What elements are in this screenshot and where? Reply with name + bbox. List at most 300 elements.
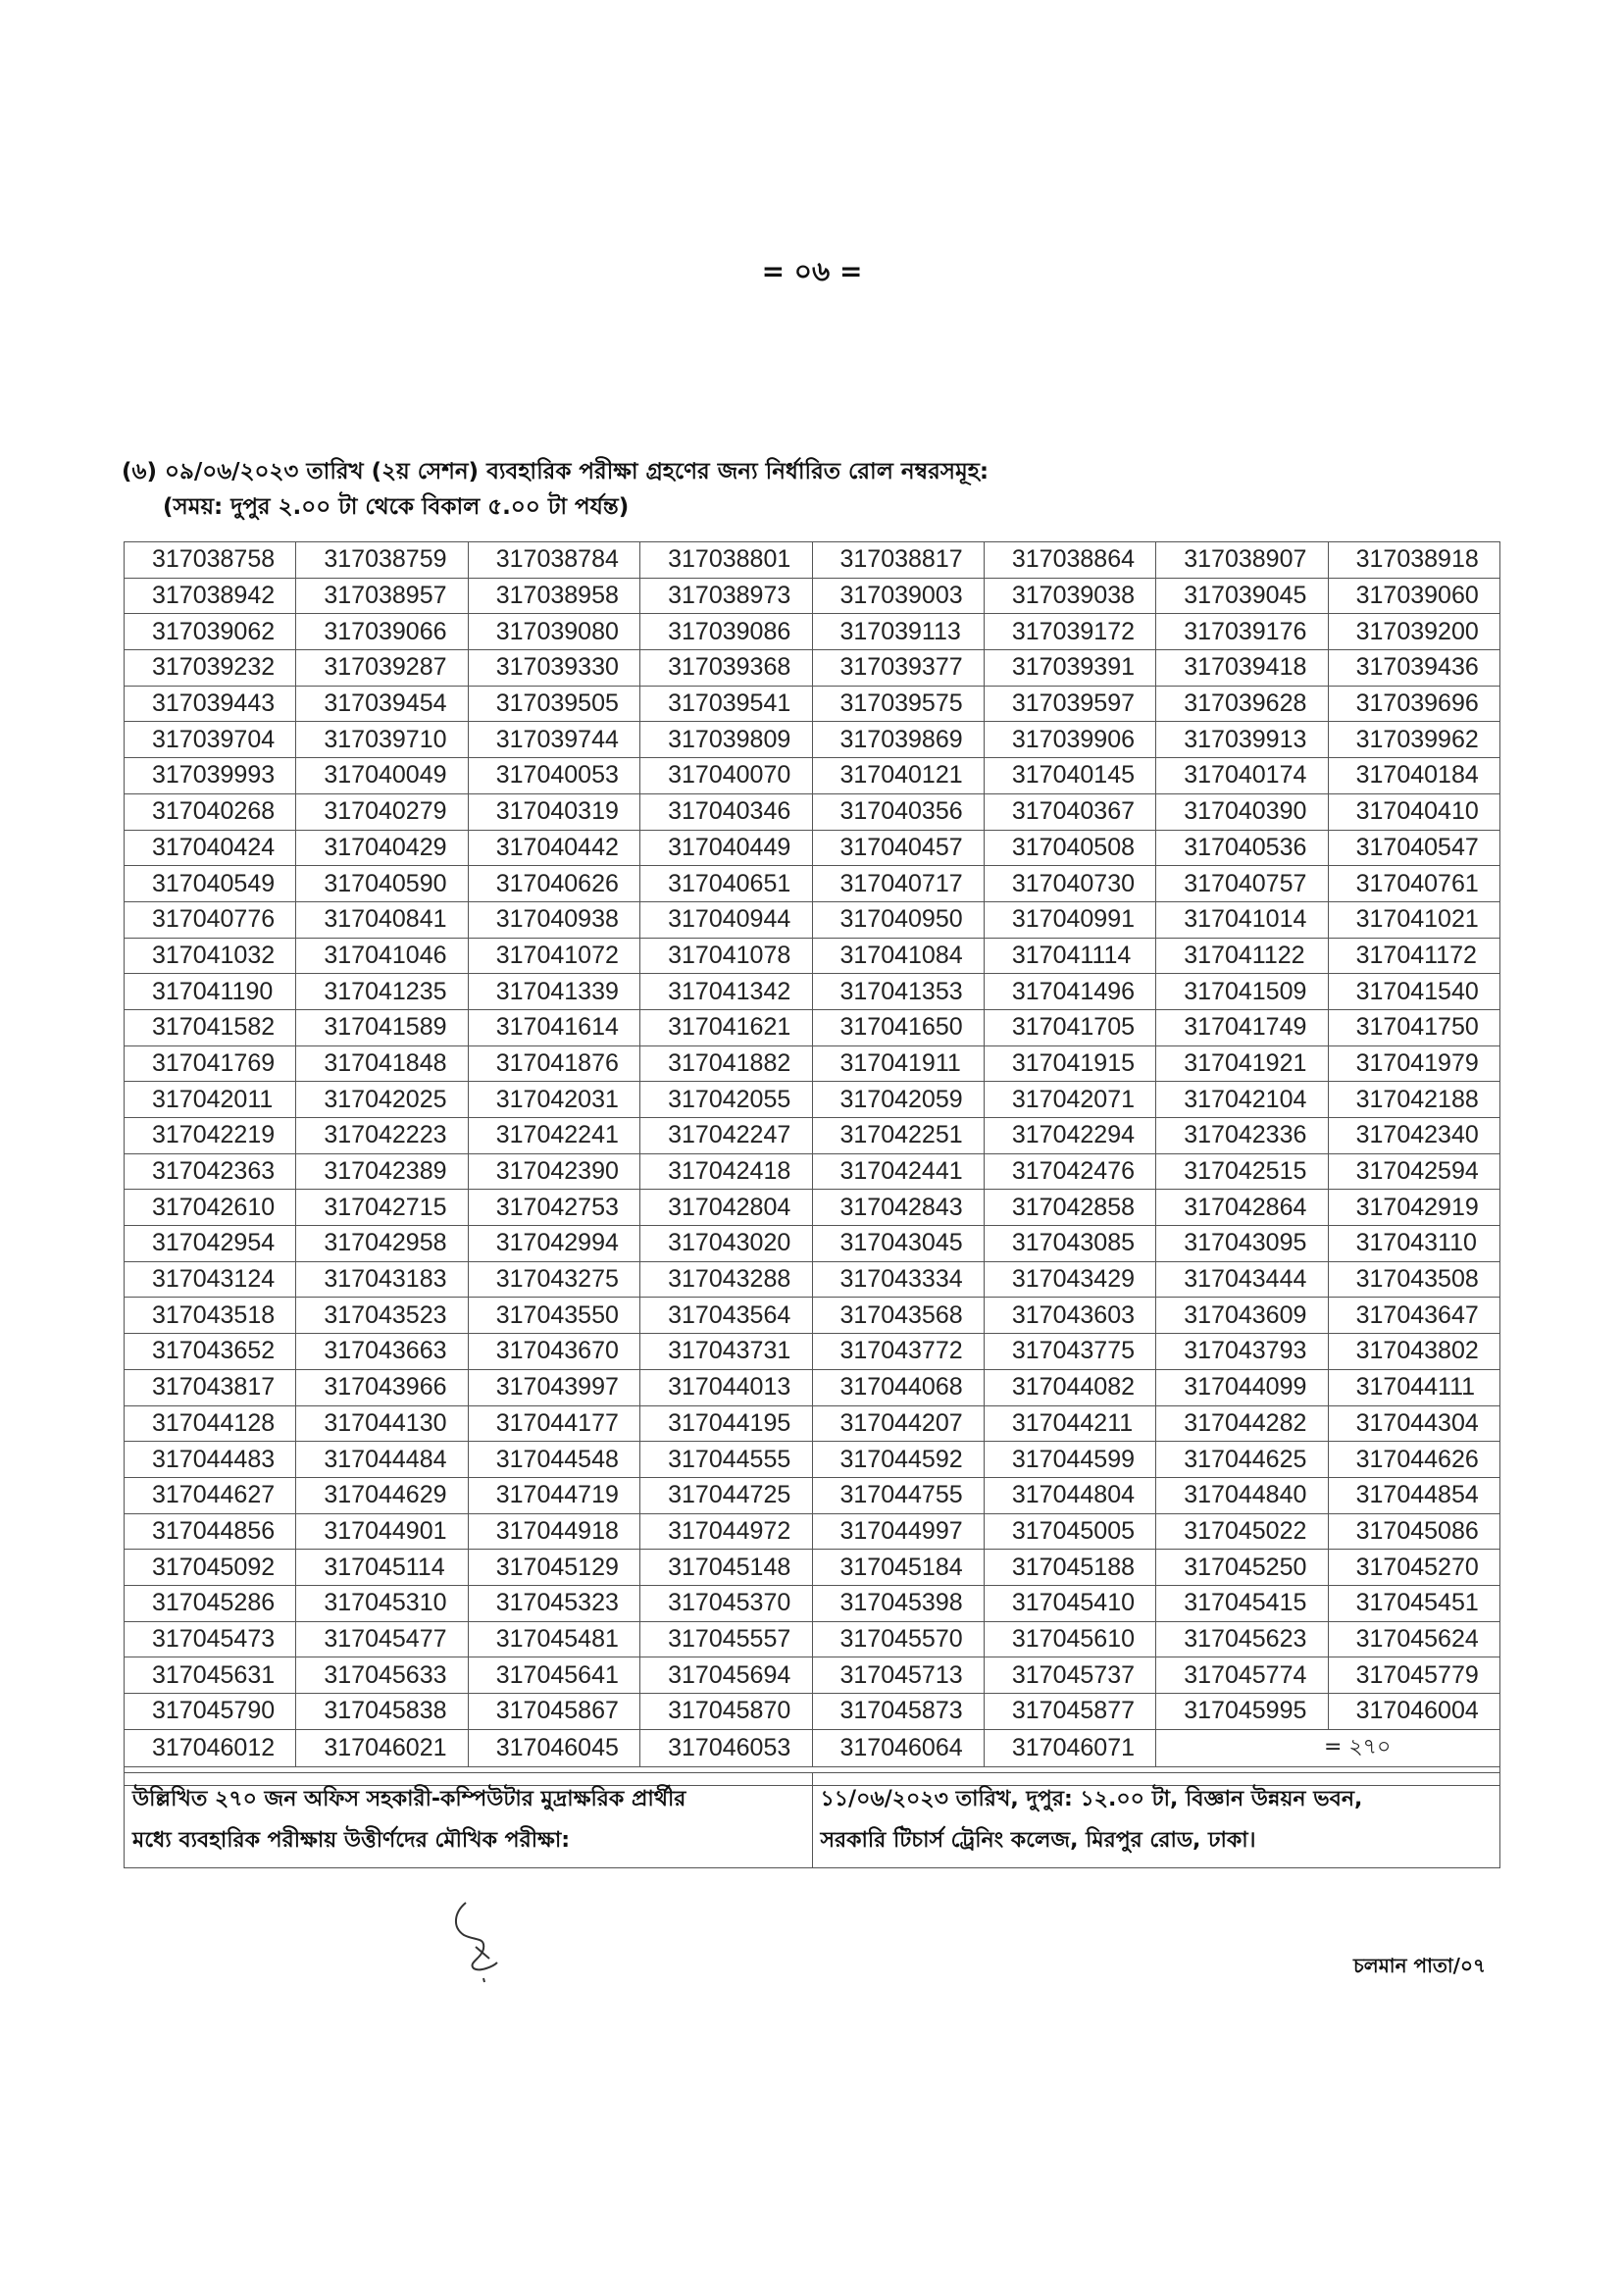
roll-number-cell: 317039541 <box>640 686 812 722</box>
roll-number-cell: 317045005 <box>984 1513 1155 1550</box>
roll-number-cell: 317041876 <box>468 1045 639 1082</box>
roll-number-cell: 317041339 <box>468 974 639 1010</box>
roll-number-cell: 317045370 <box>640 1585 812 1621</box>
roll-number-cell: 317039062 <box>125 614 296 650</box>
roll-number-cell: 317038942 <box>125 578 296 614</box>
roll-number-cell: 317043568 <box>812 1298 984 1334</box>
table-row <box>125 1190 1500 1226</box>
roll-number-cell: 317043518 <box>125 1298 296 1334</box>
roll-number-cell: 317039436 <box>1328 650 1499 687</box>
roll-number-cell: 317045873 <box>812 1694 984 1730</box>
roll-number-cell: 317043124 <box>125 1261 296 1298</box>
roll-number-cell: 317041882 <box>640 1045 812 1082</box>
roll-number-cell: 317045694 <box>640 1657 812 1694</box>
roll-number-cell: 317039993 <box>125 758 296 794</box>
table-row <box>125 1334 1500 1370</box>
viva-info-table <box>124 1772 1500 1868</box>
roll-number-cell: 317038958 <box>468 578 639 614</box>
roll-number-cell: 317040761 <box>1328 866 1499 902</box>
roll-number-cell: 317044626 <box>1328 1442 1499 1478</box>
roll-number-cell: 317040991 <box>984 901 1155 938</box>
roll-number-cell: 317042336 <box>1156 1118 1328 1154</box>
roll-number-cell: 317039086 <box>640 614 812 650</box>
roll-number-cell: 317044013 <box>640 1369 812 1405</box>
roll-number-cell: 317040049 <box>296 758 468 794</box>
roll-number-cell: 317045022 <box>1156 1513 1328 1550</box>
roll-number-cell: 317043085 <box>984 1226 1155 1262</box>
roll-number-cell: 317039287 <box>296 650 468 687</box>
roll-number-cell: 317042011 <box>125 1082 296 1118</box>
heading-line-date: (৬) ০৯/০৬/২০২৩ তারিখ (২য় সেশন) ব্যবহারিক পরীক্ষা গ্রহণের জন্য নির্ধারিত রোল নম্বরসমূহ: <box>122 459 990 484</box>
roll-number-cell: 317041750 <box>1328 1009 1499 1045</box>
roll-number-cell: 317042389 <box>296 1153 468 1190</box>
roll-number-cell: 317045631 <box>125 1657 296 1694</box>
table-row <box>125 938 1500 974</box>
roll-number-cell: 317044856 <box>125 1513 296 1550</box>
roll-number-cell: 317042241 <box>468 1118 639 1154</box>
roll-number-cell: 317042247 <box>640 1118 812 1154</box>
roll-number-cell: 317042251 <box>812 1118 984 1154</box>
roll-number-cell: 317040547 <box>1328 830 1499 866</box>
roll-number-cell: 317044068 <box>812 1369 984 1405</box>
table-row <box>125 1118 1500 1154</box>
roll-number-cell: 317045877 <box>984 1694 1155 1730</box>
roll-number-cell: 317038918 <box>1328 542 1499 579</box>
roll-number-cell: 317042958 <box>296 1226 468 1262</box>
roll-number-cell: 317039704 <box>125 722 296 758</box>
roll-number-cell: 317045129 <box>468 1550 639 1586</box>
roll-number-cell: 317040442 <box>468 830 639 866</box>
roll-number-cell: 317039368 <box>640 650 812 687</box>
roll-number-cell: 317042340 <box>1328 1118 1499 1154</box>
roll-number-cell: 317045250 <box>1156 1550 1328 1586</box>
roll-number-cell: 317042219 <box>125 1118 296 1154</box>
roll-number-cell: 317040590 <box>296 866 468 902</box>
roll-number-cell: 317045092 <box>125 1550 296 1586</box>
roll-number-cell: 317045086 <box>1328 1513 1499 1550</box>
table-row <box>125 1405 1500 1442</box>
roll-number-cell: 317041496 <box>984 974 1155 1010</box>
roll-number-cell: 317041911 <box>812 1045 984 1082</box>
roll-number-cell: 317043652 <box>125 1334 296 1370</box>
roll-number-cell: 317040367 <box>984 793 1155 830</box>
heading-line-time: (সময়: দুপুর ২.০০ টা থেকে বিকাল ৫.০০ টা পর্যন্ত) <box>163 494 630 520</box>
roll-number-cell: 317039003 <box>812 578 984 614</box>
roll-number-cell: 317041614 <box>468 1009 639 1045</box>
roll-number-cell: 317041705 <box>984 1009 1155 1045</box>
roll-number-cell: 317040070 <box>640 758 812 794</box>
roll-number-cell: 317040053 <box>468 758 639 794</box>
table-row <box>125 542 1500 579</box>
roll-number-cell: 317043731 <box>640 1334 812 1370</box>
roll-number-cell: 317040950 <box>812 901 984 938</box>
table-row <box>125 1657 1500 1694</box>
roll-number-cell: 317042919 <box>1328 1190 1499 1226</box>
roll-number-cell: 317042610 <box>125 1190 296 1226</box>
roll-number-cell: 317044854 <box>1328 1477 1499 1513</box>
roll-number-cell: 317044128 <box>125 1405 296 1442</box>
roll-number-cell: 317042864 <box>1156 1190 1328 1226</box>
roll-number-cell: 317045451 <box>1328 1585 1499 1621</box>
roll-number-cell: 317040651 <box>640 866 812 902</box>
table-row <box>125 1477 1500 1513</box>
roll-number-cell: 317040508 <box>984 830 1155 866</box>
roll-number-cell: 317041235 <box>296 974 468 1010</box>
roll-number-cell: 317039176 <box>1156 614 1328 650</box>
roll-number-cell: 317041979 <box>1328 1045 1499 1082</box>
roll-number-cell: 317039628 <box>1156 686 1328 722</box>
roll-number-cell: 317041621 <box>640 1009 812 1045</box>
roll-number-cell: 317040776 <box>125 901 296 938</box>
roll-number-cell: 317038957 <box>296 578 468 614</box>
roll-number-cell: 317043802 <box>1328 1334 1499 1370</box>
roll-number-cell: 317043564 <box>640 1298 812 1334</box>
roll-number-cell: 317039597 <box>984 686 1155 722</box>
roll-number-cell: 317040121 <box>812 758 984 794</box>
roll-number-cell: 317042059 <box>812 1082 984 1118</box>
roll-number-cell: 317045398 <box>812 1585 984 1621</box>
table-row <box>125 1729 1500 1766</box>
roll-number-cell: 317041122 <box>1156 938 1328 974</box>
roll-number-cell: 317040145 <box>984 758 1155 794</box>
roll-number-cell: 317045737 <box>984 1657 1155 1694</box>
roll-number-cell: 317043275 <box>468 1261 639 1298</box>
roll-number-cell: 317044599 <box>984 1442 1155 1478</box>
roll-number-cell: 317043110 <box>1328 1226 1499 1262</box>
continuation-note: চলমান পাতা/০৭ <box>1353 1954 1486 1977</box>
table-row <box>125 686 1500 722</box>
roll-number-cell: 317043183 <box>296 1261 468 1298</box>
roll-number-cell: 317039391 <box>984 650 1155 687</box>
roll-number-cell: 317044918 <box>468 1513 639 1550</box>
roll-number-cell: 317040626 <box>468 866 639 902</box>
roll-number-cell: 317045473 <box>125 1621 296 1657</box>
roll-number-cell: 317039443 <box>125 686 296 722</box>
viva-info-left <box>125 1773 813 1868</box>
roll-number-cell: 317045633 <box>296 1657 468 1694</box>
viva-right-line1: ১১/০৬/২০২৩ তারিখ, দুপুর: ১২.০০ টা, বিজ্ঞান উন্নয়ন ভবন, <box>820 1787 1363 1811</box>
roll-number-cell: 317043775 <box>984 1334 1155 1370</box>
roll-number-cell: 317042753 <box>468 1190 639 1226</box>
roll-number-cell: 317039505 <box>468 686 639 722</box>
roll-number-cell: 317041353 <box>812 974 984 1010</box>
roll-number-cell: 317042223 <box>296 1118 468 1154</box>
roll-number-cell: 317043020 <box>640 1226 812 1262</box>
roll-number-cell: 317045114 <box>296 1550 468 1586</box>
roll-number-cell: 317042390 <box>468 1153 639 1190</box>
roll-number-cell: 317041190 <box>125 974 296 1010</box>
table-row <box>125 866 1500 902</box>
roll-number-cell: 317040449 <box>640 830 812 866</box>
roll-number-cell: 317041072 <box>468 938 639 974</box>
roll-number-cell: 317043508 <box>1328 1261 1499 1298</box>
roll-number-cell: 317039744 <box>468 722 639 758</box>
roll-number-cell: 317044592 <box>812 1442 984 1478</box>
roll-number-cell: 317045184 <box>812 1550 984 1586</box>
roll-number-cell: 317043997 <box>468 1369 639 1405</box>
roll-number-cell: 317045148 <box>640 1550 812 1586</box>
roll-number-cell: 317040938 <box>468 901 639 938</box>
roll-number-cell: 317045870 <box>640 1694 812 1730</box>
roll-number-cell: 317041540 <box>1328 974 1499 1010</box>
roll-number-cell: 317045641 <box>468 1657 639 1694</box>
table-row <box>125 1621 1500 1657</box>
roll-number-cell: 317040457 <box>812 830 984 866</box>
roll-number-cell: 317044483 <box>125 1442 296 1478</box>
roll-number-cell: 317041172 <box>1328 938 1499 974</box>
roll-number-cell: 317043670 <box>468 1334 639 1370</box>
roll-number-cell: 317040356 <box>812 793 984 830</box>
table-row <box>125 614 1500 650</box>
roll-number-cell: 317041114 <box>984 938 1155 974</box>
roll-number-cell: 317041582 <box>125 1009 296 1045</box>
roll-number-cell: 317042188 <box>1328 1082 1499 1118</box>
table-row <box>125 650 1500 687</box>
roll-number-cell: 317043793 <box>1156 1334 1328 1370</box>
roll-number-cell: 317043045 <box>812 1226 984 1262</box>
roll-number-cell: 317041014 <box>1156 901 1328 938</box>
table-row <box>125 758 1500 794</box>
roll-number-cell: 317045415 <box>1156 1585 1328 1621</box>
roll-number-cell: 317043523 <box>296 1298 468 1334</box>
roll-number-cell: 317044901 <box>296 1513 468 1550</box>
roll-number-cell: 317043334 <box>812 1261 984 1298</box>
roll-number-cell: 317043647 <box>1328 1298 1499 1334</box>
table-row <box>125 1261 1500 1298</box>
roll-number-cell: 317046012 <box>125 1729 296 1766</box>
table-row <box>125 578 1500 614</box>
roll-number-cell: 317044111 <box>1328 1369 1499 1405</box>
roll-number-cell: 317044719 <box>468 1477 639 1513</box>
roll-number-cell: 317038973 <box>640 578 812 614</box>
roll-number-cell: 317044725 <box>640 1477 812 1513</box>
roll-number-cell: 317044548 <box>468 1442 639 1478</box>
roll-number-cell: 317038907 <box>1156 542 1328 579</box>
table-row <box>125 1298 1500 1334</box>
roll-number-cell: 317042441 <box>812 1153 984 1190</box>
roll-number-cell: 317042071 <box>984 1082 1155 1118</box>
roll-number-cell: 317042104 <box>1156 1082 1328 1118</box>
roll-number-cell: 317044195 <box>640 1405 812 1442</box>
roll-number-cell: 317043609 <box>1156 1298 1328 1334</box>
roll-number-cell: 317039080 <box>468 614 639 650</box>
roll-number-cell: 317041509 <box>1156 974 1328 1010</box>
roll-number-cell: 317045270 <box>1328 1550 1499 1586</box>
viva-right-line2: সরকারি টিচার্স ট্রেনিং কলেজ, মিরপুর রোড, ঢাকা। <box>820 1828 1256 1853</box>
roll-number-cell: 317040717 <box>812 866 984 902</box>
roll-number-cell: 317040390 <box>1156 793 1328 830</box>
total-count: = ২৭০ <box>1156 1729 1500 1766</box>
roll-number-cell: 317044082 <box>984 1369 1155 1405</box>
table-row <box>125 901 1500 938</box>
roll-number-cell: 317043966 <box>296 1369 468 1405</box>
viva-info-right <box>812 1773 1500 1868</box>
roll-number-cell: 317041915 <box>984 1045 1155 1082</box>
roll-number-cell: 317039060 <box>1328 578 1499 614</box>
table-row <box>125 830 1500 866</box>
roll-number-cell: 317042804 <box>640 1190 812 1226</box>
table-row <box>125 1082 1500 1118</box>
roll-number-cell: 317045481 <box>468 1621 639 1657</box>
roll-number-cell: 317045570 <box>812 1621 984 1657</box>
roll-number-cell: 317040184 <box>1328 758 1499 794</box>
roll-number-cell: 317040319 <box>468 793 639 830</box>
table-row <box>125 1009 1500 1045</box>
table-row <box>125 974 1500 1010</box>
roll-number-cell: 317041046 <box>296 938 468 974</box>
roll-number-cell: 317039172 <box>984 614 1155 650</box>
roll-number-cell: 317039200 <box>1328 614 1499 650</box>
roll-number-cell: 317044997 <box>812 1513 984 1550</box>
roll-number-cell: 317040757 <box>1156 866 1328 902</box>
roll-number-cell: 317042055 <box>640 1082 812 1118</box>
section-heading <box>122 454 1514 525</box>
roll-number-cell: 317044207 <box>812 1405 984 1442</box>
table-row <box>125 1550 1500 1586</box>
roll-number-cell: 317040536 <box>1156 830 1328 866</box>
roll-number-cell: 317044625 <box>1156 1442 1328 1478</box>
roll-number-cell: 317045188 <box>984 1550 1155 1586</box>
roll-number-cell: 317041769 <box>125 1045 296 1082</box>
viva-info-row <box>125 1773 1500 1868</box>
roll-number-cell: 317042994 <box>468 1226 639 1262</box>
roll-number-cell: 317042418 <box>640 1153 812 1190</box>
roll-number-cell: 317045310 <box>296 1585 468 1621</box>
roll-number-cell: 317045623 <box>1156 1621 1328 1657</box>
roll-number-cell: 317039696 <box>1328 686 1499 722</box>
roll-number-cell: 317043603 <box>984 1298 1155 1334</box>
roll-number-cell: 317045624 <box>1328 1621 1499 1657</box>
signature-mark <box>446 1898 525 1986</box>
roll-number-cell: 317041848 <box>296 1045 468 1082</box>
roll-number-cell: 317039454 <box>296 686 468 722</box>
roll-number-cell: 317043095 <box>1156 1226 1328 1262</box>
roll-number-cell: 317040429 <box>296 830 468 866</box>
roll-number-cell: 317043772 <box>812 1334 984 1370</box>
roll-number-cell: 317044755 <box>812 1477 984 1513</box>
roll-number-cell: 317045410 <box>984 1585 1155 1621</box>
roll-number-cell: 317046021 <box>296 1729 468 1766</box>
roll-number-cell: 317040279 <box>296 793 468 830</box>
roll-number-cell: 317041078 <box>640 938 812 974</box>
roll-number-cell: 317045867 <box>468 1694 639 1730</box>
roll-number-cell: 317041589 <box>296 1009 468 1045</box>
page-number: = ০৬ = <box>761 255 863 287</box>
roll-number-cell: 317046064 <box>812 1729 984 1766</box>
roll-number-cell: 317044840 <box>1156 1477 1328 1513</box>
roll-number-cell: 317038817 <box>812 542 984 579</box>
roll-number-cell: 317038784 <box>468 542 639 579</box>
roll-number-cell: 317040346 <box>640 793 812 830</box>
roll-number-cell: 317042954 <box>125 1226 296 1262</box>
table-row <box>125 1153 1500 1190</box>
roll-number-cell: 317046004 <box>1328 1694 1499 1730</box>
roll-number-cell: 317040841 <box>296 901 468 938</box>
roll-number-cell: 317043444 <box>1156 1261 1328 1298</box>
roll-number-cell: 317043550 <box>468 1298 639 1334</box>
roll-number-cell: 317044804 <box>984 1477 1155 1513</box>
roll-number-cell: 317041749 <box>1156 1009 1328 1045</box>
roll-number-cell: 317039809 <box>640 722 812 758</box>
roll-number-cell: 317043429 <box>984 1261 1155 1298</box>
roll-number-cell: 317042031 <box>468 1082 639 1118</box>
roll-number-cell: 317045713 <box>812 1657 984 1694</box>
roll-number-cell: 317039232 <box>125 650 296 687</box>
roll-number-cell: 317046071 <box>984 1729 1155 1766</box>
roll-number-cell: 317046053 <box>640 1729 812 1766</box>
roll-number-cell: 317039418 <box>1156 650 1328 687</box>
table-row <box>125 1442 1500 1478</box>
roll-number-cell: 317038801 <box>640 542 812 579</box>
roll-number-cell: 317044627 <box>125 1477 296 1513</box>
roll-number-cell: 317045610 <box>984 1621 1155 1657</box>
roll-number-cell: 317040424 <box>125 830 296 866</box>
roll-number-cell: 317042594 <box>1328 1153 1499 1190</box>
roll-number-cell: 317039575 <box>812 686 984 722</box>
roll-number-cell: 317045557 <box>640 1621 812 1657</box>
roll-number-cell: 317038864 <box>984 542 1155 579</box>
roll-number-cell: 317041084 <box>812 938 984 974</box>
roll-number-cell: 317044629 <box>296 1477 468 1513</box>
roll-number-cell: 317043288 <box>640 1261 812 1298</box>
roll-number-cell: 317044972 <box>640 1513 812 1550</box>
roll-number-cell: 317039906 <box>984 722 1155 758</box>
roll-number-cell: 317043817 <box>125 1369 296 1405</box>
roll-number-cell: 317042715 <box>296 1190 468 1226</box>
roll-number-cell: 317044555 <box>640 1442 812 1478</box>
roll-number-cell: 317039710 <box>296 722 468 758</box>
roll-number-cell: 317039113 <box>812 614 984 650</box>
table-row <box>125 1045 1500 1082</box>
roll-number-table <box>124 541 1500 1786</box>
roll-number-cell: 317044282 <box>1156 1405 1328 1442</box>
roll-number-cell: 317039045 <box>1156 578 1328 614</box>
roll-number-cell: 317045774 <box>1156 1657 1328 1694</box>
roll-number-cell: 317040730 <box>984 866 1155 902</box>
roll-number-cell: 317039066 <box>296 614 468 650</box>
roll-number-cell: 317038759 <box>296 542 468 579</box>
roll-number-cell: 317040268 <box>125 793 296 830</box>
roll-number-cell: 317045323 <box>468 1585 639 1621</box>
roll-number-cell: 317044177 <box>468 1405 639 1442</box>
roll-number-cell: 317043663 <box>296 1334 468 1370</box>
viva-left-line2: মধ্যে ব্যবহারিক পরীক্ষায় উত্তীর্ণদের মৌখিক পরীক্ষা: <box>132 1828 571 1853</box>
roll-number-cell: 317041021 <box>1328 901 1499 938</box>
roll-number-cell: 317044484 <box>296 1442 468 1478</box>
roll-number-cell: 317042025 <box>296 1082 468 1118</box>
roll-number-cell: 317045838 <box>296 1694 468 1730</box>
roll-number-cell: 317042476 <box>984 1153 1155 1190</box>
roll-number-cell: 317039962 <box>1328 722 1499 758</box>
roll-number-cell: 317041921 <box>1156 1045 1328 1082</box>
roll-number-cell: 317045286 <box>125 1585 296 1621</box>
roll-number-cell: 317045995 <box>1156 1694 1328 1730</box>
roll-number-cell: 317039377 <box>812 650 984 687</box>
roll-number-cell: 317044099 <box>1156 1369 1328 1405</box>
roll-number-cell: 317045790 <box>125 1694 296 1730</box>
roll-number-cell: 317039913 <box>1156 722 1328 758</box>
roll-number-cell: 317042843 <box>812 1190 984 1226</box>
roll-number-cell: 317045779 <box>1328 1657 1499 1694</box>
table-row <box>125 1369 1500 1405</box>
roll-number-cell: 317044304 <box>1328 1405 1499 1442</box>
viva-left-line1: উল্লিখিত ২৭০ জন অফিস সহকারী-কম্পিউটার মুদ্রাক্ষরিক প্রার্থীর <box>132 1787 686 1811</box>
roll-number-cell: 317040410 <box>1328 793 1499 830</box>
table-row <box>125 1226 1500 1262</box>
roll-number-cell: 317041650 <box>812 1009 984 1045</box>
roll-number-cell: 317042858 <box>984 1190 1155 1226</box>
roll-number-cell: 317039869 <box>812 722 984 758</box>
